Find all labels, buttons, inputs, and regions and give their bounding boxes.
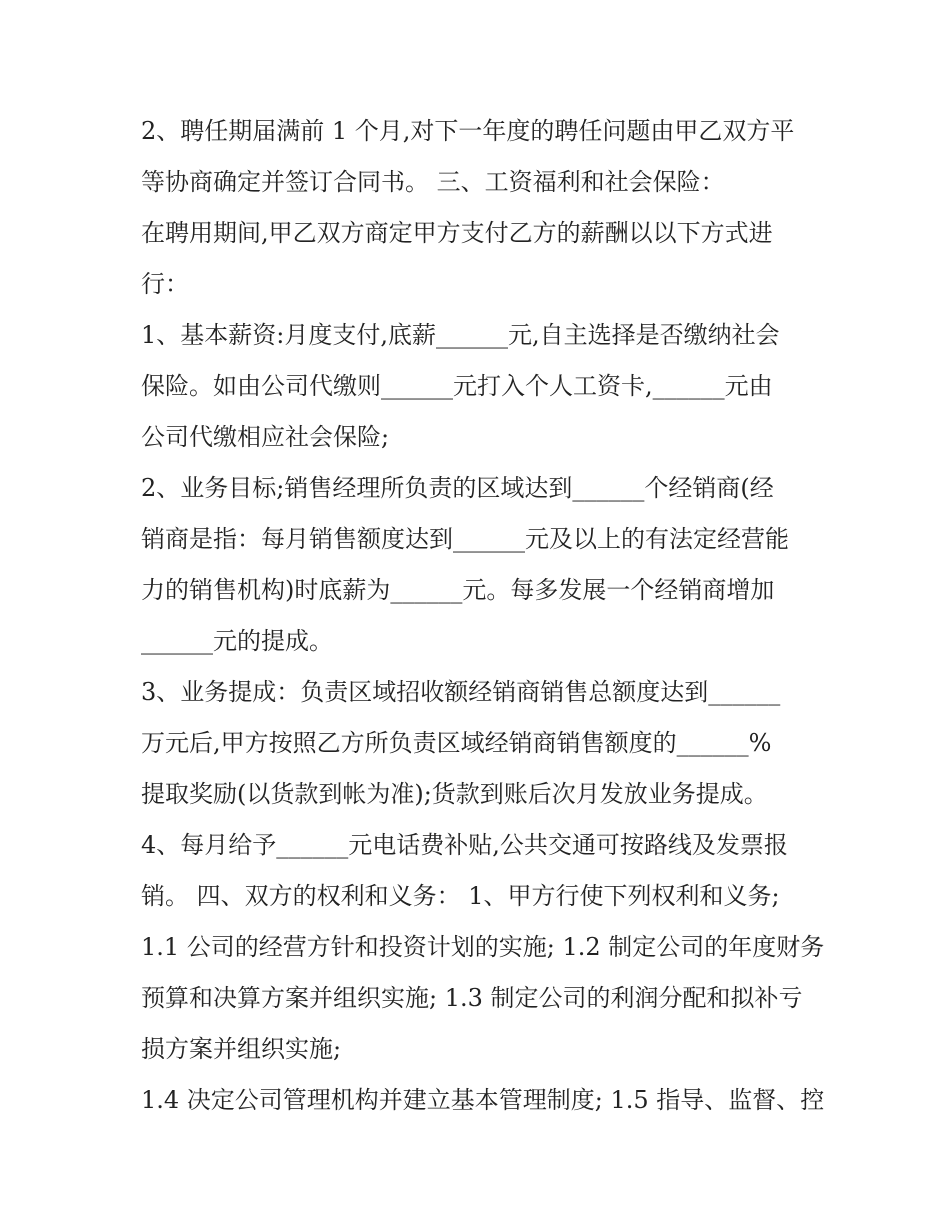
text-line: 行： [141, 270, 189, 298]
text-line: 1、基本薪资:月度支付,底薪______元,自主选择是否缴纳社会 [141, 321, 780, 349]
contract-body-text [141, 106, 825, 1126]
text-line: 1.4 决定公司管理机构并建立基本管理制度; 1.5 指导、监督、控 [141, 1086, 825, 1114]
text-line: 提取奖励(以货款到帐为准);货款到账后次月发放业务提成。 [141, 780, 768, 808]
text-line: 力的销售机构)时底薪为______元。每多发展一个经销商增加 [141, 576, 775, 604]
text-line: 等协商确定并签订合同书。 三、工资福利和社会保险： [141, 168, 725, 196]
text-line: 3、业务提成：负责区域招收额经销商销售总额度达到______ [141, 678, 781, 706]
text-line: 销商是指：每月销售额度达到______元及以上的有法定经营能 [141, 525, 789, 553]
text-line: 销。 四、双方的权利和义务： 1、甲方行使下列权利和义务; [141, 882, 780, 910]
text-line: 万元后,甲方按照乙方所负责区域经销商销售额度的______% [141, 729, 772, 757]
text-line: ______元的提成。 [141, 627, 333, 655]
text-line: 在聘用期间,甲乙双方商定甲方支付乙方的薪酬以以下方式进 [141, 219, 773, 247]
text-line: 公司代缴相应社会保险; [141, 423, 390, 451]
text-line: 损方案并组织实施; [141, 1035, 342, 1063]
text-line: 4、每月给予______元电话费补贴,公共交通可按路线及发票报 [141, 831, 788, 859]
text-line: 2、聘任期届满前 1 个月,对下一年度的聘任问题由甲乙双方平 [141, 117, 795, 145]
text-line: 1.1 公司的经营方针和投资计划的实施; 1.2 制定公司的年度财务 [141, 933, 825, 961]
text-line: 保险。如由公司代缴则______元打入个人工资卡,______元由 [141, 372, 773, 400]
text-line: 2、业务目标;销售经理所负责的区域达到______个经销商(经 [141, 474, 774, 502]
text-line: 预算和决算方案并组织实施; 1.3 制定公司的利润分配和拟补亏 [141, 984, 803, 1012]
